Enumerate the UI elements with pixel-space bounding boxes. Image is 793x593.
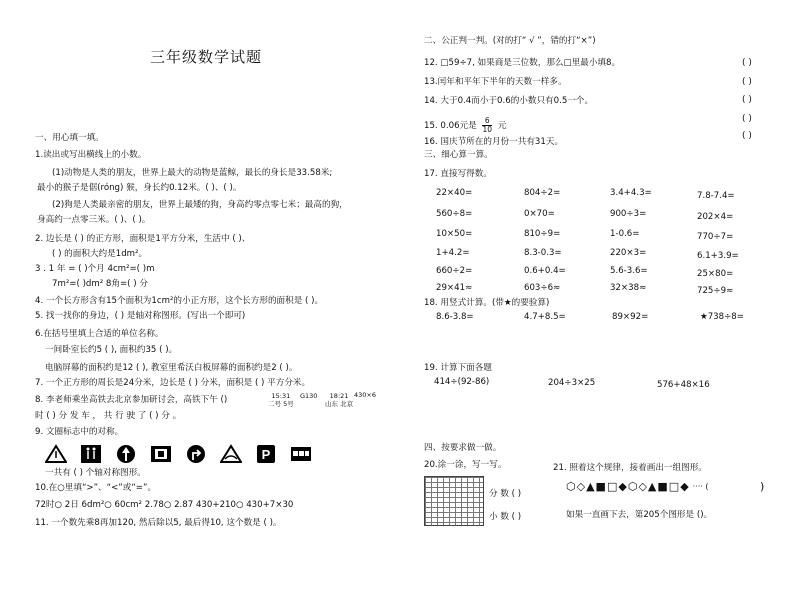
clock-2 [300, 392, 317, 400]
question-1a-line1: (1)动物是人类的朋友，世界上最大的动物是蓝鲸，最长的身长是33.58米; [52, 168, 333, 178]
expression-2: 204÷3×25 [548, 378, 596, 388]
shape-pattern [566, 480, 709, 493]
question-6b: 电脑屏幕的面积约是12 ( ), 教室里希沃白板屏幕的面积约是2 ( )。 [45, 363, 298, 373]
people-crossing-icon [80, 444, 102, 464]
question-1a-line2: 最小的猴子是倨(róng) 猴，身长约0.12米。( )、( )。 [37, 183, 242, 193]
question-15-text: 15. 0.06元是 [424, 121, 477, 131]
calc-cell: 8.3-0.3= [524, 248, 562, 258]
question-21b: 如果一直画下去，第205个图形是 ()。 [566, 510, 713, 520]
calc-cell: 220×3= [610, 248, 647, 258]
pattern-answer-close: ) [760, 480, 765, 493]
fraction-numerator: 6 [482, 117, 492, 126]
parking-icon [255, 444, 277, 464]
question-11: 11. 一个数先乘8再加120, 然后除以5, 最后得10, 这个数是 ( )。 [35, 518, 282, 528]
vehicles-icon [290, 444, 312, 464]
clock-4-time: 430×6 [354, 391, 376, 399]
answer-paren-12[interactable]: ( ) [742, 58, 752, 68]
question-6a: 一间卧室长约5 ( ), 面积约35 ( )。 [45, 345, 178, 355]
calc-cell: 202×4= [697, 212, 734, 222]
diamond-outline-icon: ◇ [576, 480, 586, 493]
section-1-heading: 一、用心填一填。 [35, 133, 104, 143]
hexagon-outline-icon: ⬡ [627, 480, 638, 493]
vertical-calc-1: 8.6-3.8= [436, 312, 474, 322]
diamond-outline-icon: ◇ [638, 480, 647, 493]
shading-grid[interactable] [424, 476, 484, 526]
square-filled-icon: ■ [595, 480, 606, 493]
turn-right-circle-icon [185, 444, 207, 464]
clock-1 [268, 392, 294, 408]
calc-cell: 5.6-3.6= [610, 266, 648, 276]
question-5: 5. 找一找你的身边，( ) 是轴对称图形。(写出一个即可) [35, 311, 246, 321]
calc-cell: 6.1+3.9= [697, 251, 739, 261]
clock-3-time: 18:21 [329, 392, 349, 400]
question-12: 12. □59÷7, 如果商是三位数，那么□里最小填8。 [424, 58, 621, 68]
question-10-items: 72时○ 2日 6dm²○ 60cm² 2.78○ 2.87 430+210○ 430+7×30 [35, 500, 294, 510]
question-6: 6.在括号里填上合适的单位名称。 [35, 329, 164, 339]
vertical-calc-4: ★738÷8= [700, 312, 744, 322]
calc-cell: 804÷2= [524, 188, 561, 198]
calc-cell: 900÷3= [610, 209, 647, 219]
calc-cell: 3.4+4.3= [610, 188, 652, 198]
calc-cell: 1-0.6= [610, 229, 640, 239]
section-3-heading: 三、细心算一算。 [424, 150, 493, 160]
calc-cell: 10×50= [436, 229, 473, 239]
question-10: 10.在○里填“>”、“<”或“=”。 [35, 483, 157, 493]
clock-2-time: G130 [300, 392, 318, 400]
question-2-line2: ( ) 的面积大约是1dm²。 [52, 249, 148, 259]
question-17: 17. 直接写得数。 [424, 169, 492, 179]
question-9: 9. 文圈标志中的对称。 [35, 427, 124, 437]
clock-4 [354, 391, 376, 399]
calc-cell: 7.8-7.4= [697, 191, 735, 201]
fraction-denominator: 10 [482, 125, 493, 134]
calc-cell: 25×80= [697, 269, 734, 279]
calc-cell: 22×40= [436, 188, 473, 198]
question-1: 1.读出或写出横线上的小数。 [35, 150, 147, 160]
square-outline-icon: □ [606, 480, 618, 493]
square-outline-icon: □ [668, 480, 680, 493]
vertical-calc-3: 89×92= [612, 312, 649, 322]
svg-text:P: P [261, 447, 271, 462]
clock-3 [325, 392, 353, 408]
decimal-answer: 小 数 ( ) [489, 512, 522, 522]
question-9b: 一共有 ( ) 个轴对称图形。 [45, 468, 146, 478]
triangle-filled-icon: ▲ [586, 480, 595, 493]
warning-triangle-icon [45, 444, 67, 464]
diamond-filled-icon: ◆ [680, 480, 689, 493]
answer-paren-14[interactable]: ( ) [742, 95, 752, 105]
question-15 [424, 117, 506, 134]
vertical-calc-2: 4.7+8.5= [524, 312, 566, 322]
calc-cell: 29×41≈ [436, 283, 473, 293]
question-1b-line1: (2)狗是人类最亲密的朋友，世界上最矮的狗，身高约零点零七米；最高的狗， [52, 200, 348, 210]
question-14: 14. 大于0.4而小于0.6的小数只有0.5一个。 [424, 96, 594, 106]
question-2-line1: 2. 边长是 ( ) 的正方形，面积是1平方分米，生活中 ( )、 [35, 234, 251, 244]
clock-1-label: 二号 5号 [268, 400, 294, 408]
clock-1-time: 15:31 [271, 392, 291, 400]
fraction-answer: 分 数 ( ) [489, 489, 522, 499]
calc-cell: 32×38≈ [610, 283, 647, 293]
question-21: 21. 照着这个规律，接着画出一组图形。 [553, 463, 707, 473]
square-filled-icon: ■ [657, 480, 668, 493]
question-3-line2: 7m²=( )dm² 8角=( ) 分 [52, 279, 148, 289]
triangle-filled-icon: ▲ [647, 480, 657, 493]
calc-cell: 603÷6≈ [524, 283, 561, 293]
question-8-line1: 8. 李老师乘坐高铁去北京参加研讨会，高铁下午 () [35, 395, 228, 405]
question-15-unit: 元 [497, 121, 507, 131]
section-2-heading: 二、公正判一判。(对的打“ √ ”，错的打“×”) [424, 36, 596, 46]
question-7: 7. 一个正方形的周长是24分米，边长是 ( ) 分米，面积是 ( ) 平方分米。 [35, 378, 311, 388]
diamond-filled-icon: ◆ [618, 480, 627, 493]
calc-cell: 660÷2= [436, 266, 473, 276]
question-16: 16. 国庆节所在的月份一共有31天。 [424, 137, 564, 147]
traffic-signs [45, 443, 312, 465]
calc-cell: 0.6+0.4= [524, 266, 566, 276]
question-3-line1: 3 . 1 年 = ( )个月 4cm²=( )m [35, 264, 155, 274]
pattern-ellipsis: ···· ( [692, 482, 709, 491]
expression-1: 414÷(92-86) [434, 377, 490, 387]
calc-cell: 1+4.2= [436, 248, 470, 258]
question-4: 4. 一个长方形含有15个面积为1cm²的小正方形，这个长方形的面积是 ( )。 [35, 296, 324, 306]
bump-triangle-icon [220, 444, 242, 464]
question-19: 19. 计算下面各题 [424, 363, 492, 373]
hexagon-outline-icon: ⬡ [566, 480, 576, 493]
question-8-line2: 时 ( ) 分 发 车 ， 共 行 驶 了 ( ) 分 。 [35, 411, 182, 421]
question-18: 18. 用竖式计算。(带★的要验算) [424, 298, 550, 308]
calc-cell: 770÷7= [697, 232, 734, 242]
calc-cell: 0×70= [524, 209, 555, 219]
page-title: 三年级数学试题 [150, 48, 263, 66]
film-strip-icon [150, 444, 172, 464]
clock-3-label: 山东 北京 [325, 400, 354, 408]
question-13: 13.闰年和平年下半年的天数一样多。 [424, 77, 567, 87]
calc-cell: 560÷8= [436, 209, 473, 219]
question-15-fraction [482, 117, 492, 134]
calc-cell: 725÷9≈ [697, 286, 734, 296]
arrow-up-circle-icon [115, 444, 137, 464]
section-4-heading: 四、按要求做一做。 [424, 443, 502, 453]
answer-paren-13[interactable]: ( ) [742, 77, 752, 87]
answer-paren-16[interactable]: ( ) [742, 131, 752, 141]
question-1b-line2: 身高约一点零三米。( )、( )。 [37, 215, 151, 225]
calc-cell: 810÷9= [524, 229, 561, 239]
question-20: 20.涂一涂，写一写。 [424, 460, 507, 470]
answer-paren-15[interactable]: ( ) [742, 114, 752, 124]
expression-3: 576+48×16 [657, 380, 710, 390]
